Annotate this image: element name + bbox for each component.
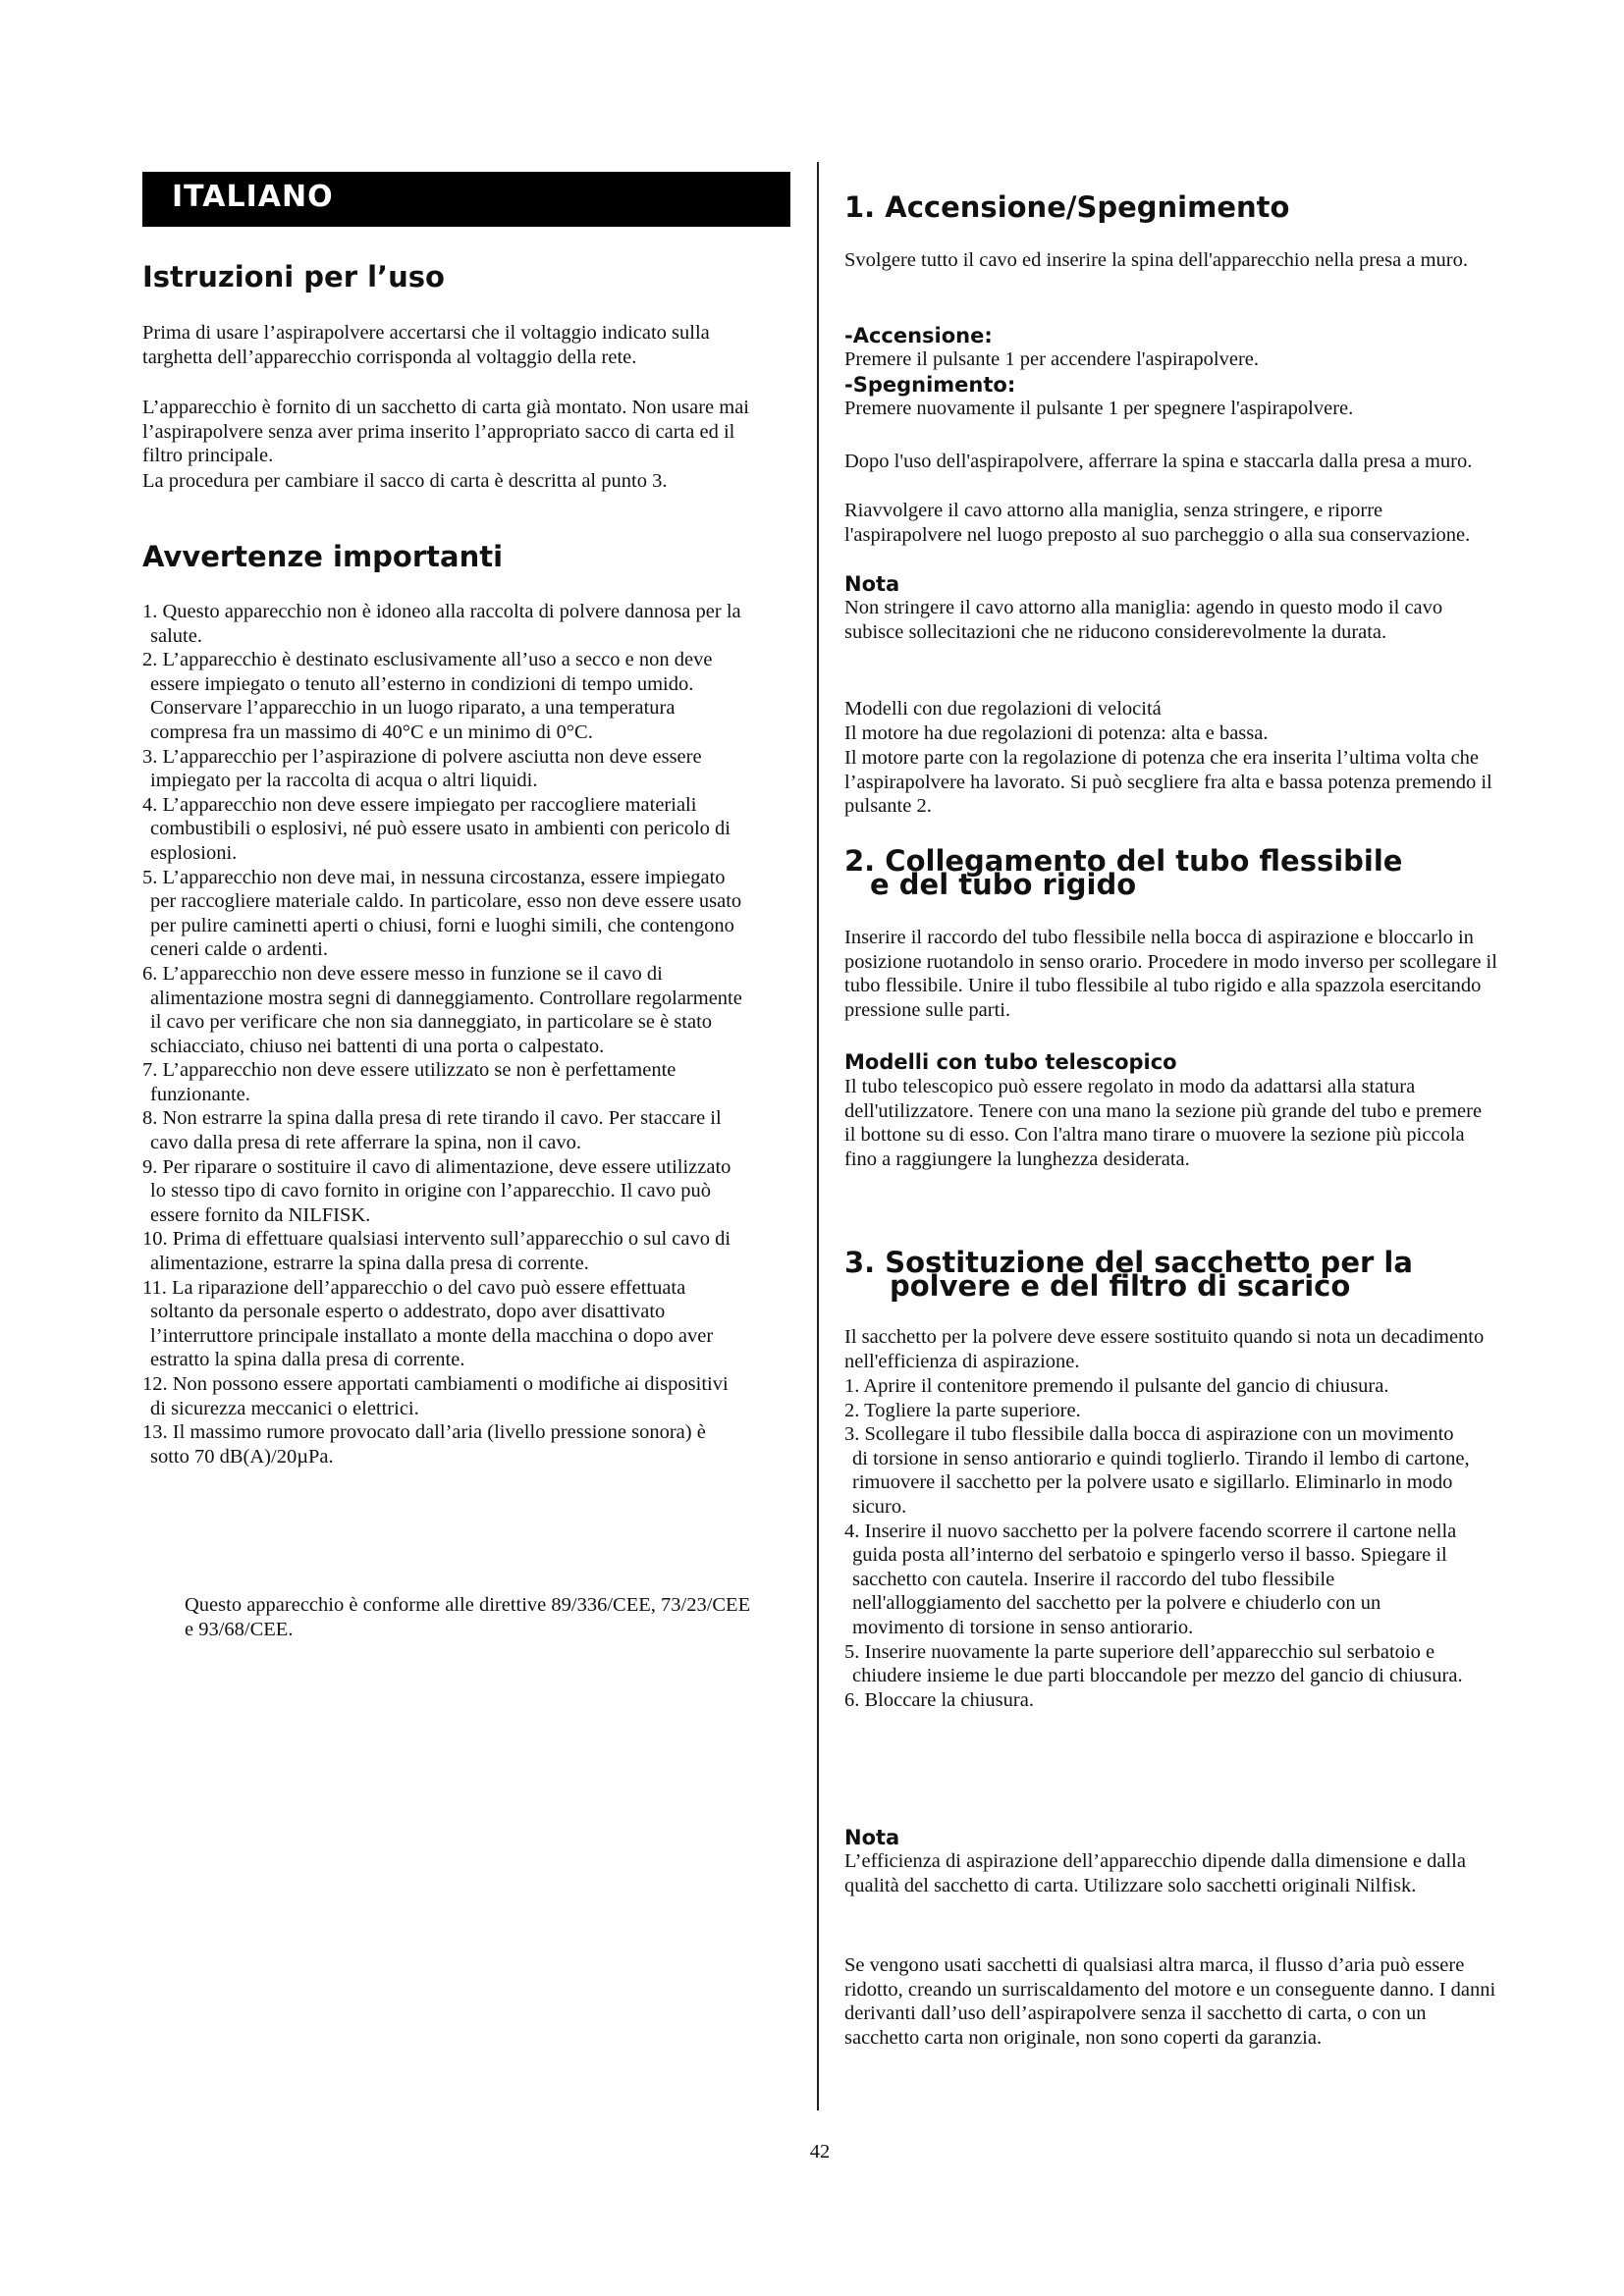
paragraph-conformita: Questo apparecchio è conforme alle direttive 89/336/CEE, 73/23/CEE e 93/68/CEE. bbox=[185, 1594, 751, 1640]
paragraph-dopo-uso: Dopo l'uso dell'aspirapolvere, afferrare la spina e staccarla dalla presa a muro. bbox=[844, 451, 1473, 472]
language-banner-text: ITALIANO bbox=[172, 180, 334, 214]
paragraph-motore-regolazioni: Il motore ha due regolazioni di potenza: alta e bassa. bbox=[844, 722, 1269, 744]
sostituzione-steps-list bbox=[844, 1374, 1473, 1712]
list-item: 1. Aprire il contenitore premendo il pulsante del gancio di chiusura. bbox=[844, 1375, 1389, 1397]
heading-sostituzione bbox=[844, 1247, 1413, 1309]
list-item: 5. L’apparecchio non deve mai, in nessuna circostanza, essere impiegato per raccogliere materiale caldo. In particolare, esso non deve essere usato per pulire caminetti aperti o chiusi, forni e luoghi simili, che contengono ceneri calde o ardenti. bbox=[142, 866, 742, 961]
list-item: 2. L’apparecchio è destinato esclusivamente all’uso a secco e non deve essere impiegato o tenuto all’esterno in condizioni di tempo umido. Conservare l’apparecchio in un luogo riparato, a una temperatura compresa fra un massimo di 40°C e un minimo di 0°C. bbox=[142, 649, 713, 743]
list-item: 8. Non estrarre la spina dalla presa di rete tirando il cavo. Per staccare il cavo dalla presa di rete afferrare la spina, non il cavo. bbox=[142, 1107, 722, 1154]
list-item: 6. L’apparecchio non deve essere messo in funzione se il cavo di alimentazione mostra segni di danneggiamento. Controllare regolarmente il cavo per verificare che non sia danneggiato, in particolare se è stato schiacciato, chiuso nei battenti di una porta o calpestato. bbox=[142, 962, 742, 1057]
heading-accensione: 1. Accensione/Spegnimento bbox=[844, 190, 1290, 224]
heading-spegnimento-step: -Spegnimento: bbox=[844, 373, 1016, 397]
paragraph-procedura: La procedura per cambiare il sacco di carta è descritta al punto 3. bbox=[142, 470, 668, 492]
heading-collegamento-line1: 2. Collegamento del tubo flessibile bbox=[844, 844, 1403, 878]
heading-sostituzione-line2: polvere e del filtro di scarico bbox=[890, 1269, 1351, 1303]
paragraph-riavvolgere: Riavvolgere il cavo attorno alla maniglia, senza stringere, e riporre l'aspirapolvere nel luogo preposto al suo parcheggio o alla sua conservazione. bbox=[844, 500, 1471, 546]
list-item: 2. Togliere la parte superiore. bbox=[844, 1399, 1081, 1421]
heading-tubo-telescopico: Modelli con tubo telescopico bbox=[844, 1050, 1177, 1074]
heading-collegamento-line2: e del tubo rigido bbox=[870, 868, 1137, 901]
paragraph-sacchetto-montato: L’apparecchio è fornito di un sacchetto di carta già montato. Non usare mai l’aspirapolvere senza aver prima inserito l’appropriato sacco di carta ed il filtro principale. bbox=[142, 397, 750, 467]
list-item: 3. Scollegare il tubo flessibile dalla bocca di aspirazione con un movimento di torsione in senso antiorario e quindi toglierlo. Tirando il lembo di cartone, rimuovere il sacchetto per la polvere usato e sigillarlo. Eliminarlo in modo sicuro. bbox=[844, 1423, 1470, 1518]
paragraph-modelli-velocita: Modelli con due regolazioni di velocitá bbox=[844, 698, 1162, 720]
heading-collegamento bbox=[844, 845, 1402, 908]
paragraph-accensione: Premere il pulsante 1 per accendere l'aspirapolvere. bbox=[844, 348, 1260, 370]
paragraph-inserire-raccordo: Inserire il raccordo del tubo flessibile nella bocca di aspirazione e bloccarlo in posizione ruotandolo in senso orario. Procedere in modo inverso per scollegare il tubo flessibile. Unire il tubo flessibile al tubo rigido e alla spazzola esercitando pressione sulle parti. bbox=[844, 927, 1497, 1021]
column-divider bbox=[817, 162, 819, 2110]
list-item: 4. Inserire il nuovo sacchetto per la polvere facendo scorrere il cartone nella guida posta all’interno del serbatoio e spingerlo verso il basso. Spiegare il sacchetto con cautela. Inserire il raccordo del tubo flessibile nell'alloggiamento del sacchetto per la polvere e chiuderlo con un movimento di torsione in senso antiorario. bbox=[844, 1520, 1457, 1638]
paragraph-sacchetto-sostituito: Il sacchetto per la polvere deve essere sostituito quando si nota un decadimento nell'efficienza di aspirazione. bbox=[844, 1326, 1485, 1372]
list-item: 11. La riparazione dell’apparecchio o del cavo può essere effettuata soltanto da personale esperto o addestrato, dopo aver disattivato l’interruttore principale installato a monte della macchina o dopo aver estratto la spina dalla presa di corrente. bbox=[142, 1276, 714, 1371]
list-item: 10. Prima di effettuare qualsiasi intervento sull’apparecchio o sul cavo di alimentazione, estrarre la spina dalla presa di corrente. bbox=[142, 1228, 731, 1275]
list-item: 4. L’apparecchio non deve essere impiegato per raccogliere materiali combustibili o esplosivi, né può essere usato in ambienti con pericolo di esplosioni. bbox=[142, 793, 731, 864]
language-banner bbox=[142, 172, 790, 227]
heading-accensione-step: -Accensione: bbox=[844, 324, 993, 347]
list-item: 1. Questo apparecchio non è idoneo alla raccolta di polvere dannosa per la salute. bbox=[142, 601, 741, 647]
page-number: 42 bbox=[809, 2141, 831, 2163]
paragraph-nota-efficienza: L’efficienza di aspirazione dell’apparecchio dipende dalla dimensione e dalla qualità del sacchetto di carta. Utilizzare solo sacchetti originali Nilfisk. bbox=[844, 1850, 1466, 1896]
heading-nota-cavo: Nota bbox=[844, 572, 900, 596]
list-item: 5. Inserire nuovamente la parte superiore dell’apparecchio sul serbatoio e chiudere insieme le due parti bloccandole per mezzo del gancio di chiusura. bbox=[844, 1640, 1463, 1687]
paragraph-voltaggio: Prima di usare l’aspirapolvere accertarsi che il voltaggio indicato sulla targhetta dell’apparecchio corrisponda al voltaggio della rete. bbox=[142, 322, 710, 368]
avvertenze-list bbox=[142, 600, 746, 1468]
list-item: 12. Non possono essere apportati cambiamenti o modifiche ai dispositivi di sicurezza meccanici o elettrici. bbox=[142, 1373, 729, 1419]
paragraph-spegnimento: Premere nuovamente il pulsante 1 per spegnere l'aspirapolvere. bbox=[844, 398, 1354, 419]
paragraph-tubo-telescopico: Il tubo telescopico può essere regolato in modo da adattarsi alla statura dell'utilizzatore. Tenere con una mano la sezione più grande del tubo e premere il bottone su di esso. Con l'altra mano tirare o muovere la sezione più piccola fino a raggiungere la lunghezza desiderata. bbox=[844, 1076, 1483, 1170]
paragraph-nota-cavo: Non stringere il cavo attorno alla maniglia: agendo in questo modo il cavo subisce sollecitazioni che ne riducono considerevolmente la durata. bbox=[844, 597, 1443, 643]
heading-avvertenze: Avvertenze importanti bbox=[142, 540, 504, 573]
list-item: 13. Il massimo rumore provocato dall’aria (livello pressione sonora) è sotto 70 dB(A)/20µPa. bbox=[142, 1421, 706, 1468]
heading-istruzioni: Istruzioni per l’uso bbox=[142, 260, 445, 294]
heading-sostituzione-line1: 3. Sostituzione del sacchetto per la bbox=[844, 1246, 1413, 1279]
paragraph-altre-marche: Se vengono usati sacchetti di qualsiasi altra marca, il flusso d’aria può essere ridotto, creando un surriscaldamento del motore e un conseguente danno. I danni derivanti dall’uso dell’aspirapolvere senza il sacchetto di carta, o con un sacchetto carta non originale, non sono coperti da garanzia. bbox=[844, 1954, 1496, 2049]
heading-nota-efficienza: Nota bbox=[844, 1826, 900, 1849]
list-item: 9. Per riparare o sostituire il cavo di alimentazione, deve essere utilizzato lo stesso tipo di cavo fornito in origine con l’apparecchio. Il cavo può essere fornito da NILFISK. bbox=[142, 1155, 731, 1226]
list-item: 6. Bloccare la chiusura. bbox=[844, 1688, 1034, 1711]
paragraph-svolgere: Svolgere tutto il cavo ed inserire la spina dell'apparecchio nella presa a muro. bbox=[844, 249, 1468, 271]
paragraph-motore-parte: Il motore parte con la regolazione di potenza che era inserita l’ultima volta che l’aspirapolvere ha lavorato. Si può secgliere fra alta e bassa potenza premendo il pulsante 2. bbox=[844, 747, 1492, 818]
list-item: 7. L’apparecchio non deve essere utilizzato se non è perfettamente funzionante. bbox=[142, 1059, 677, 1105]
list-item: 3. L’apparecchio per l’aspirazione di polvere asciutta non deve essere impiegato per la raccolta di acqua o altri liquidi. bbox=[142, 745, 702, 792]
